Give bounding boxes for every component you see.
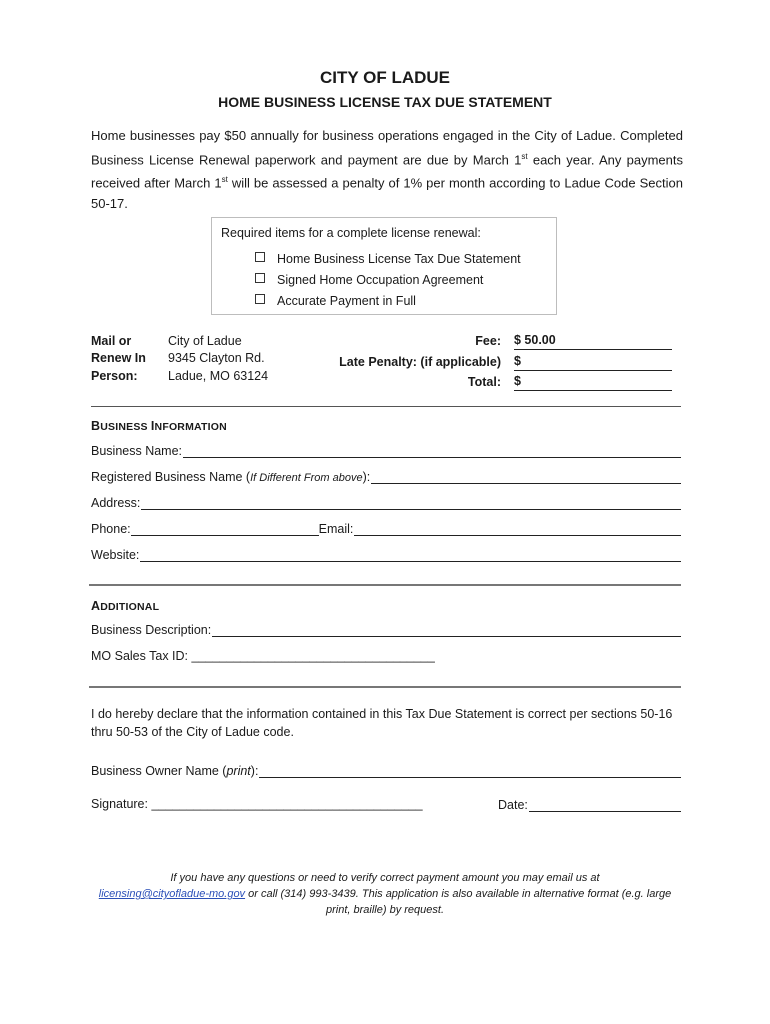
page-title: CITY OF LADUE [319, 68, 451, 87]
sales-tax-id-field[interactable]: MO Sales Tax ID: ___________________________________ [91, 649, 435, 663]
mail-label: Mail or [91, 334, 132, 348]
fee-value: $ 50.00 [514, 333, 672, 350]
total-label: Total: [467, 375, 501, 389]
phone-label: Phone: [91, 522, 131, 536]
fee-label: Fee: [475, 334, 501, 348]
total-field[interactable]: $ [514, 374, 672, 391]
address-line: 9345 Clayton Rd. [168, 351, 265, 365]
intro-paragraph: Home businesses pay $50 annually for business operations engaged in the City of Ladue. Completed Business License Renewal paperwork and payment are due by March 1st each year. Any payments received after March 1st will be assessed a penalty of 1% per month according to Ladue Code Section 50-17. [91, 128, 683, 212]
email-label: Email: [318, 522, 354, 536]
phone-field[interactable] [131, 521, 319, 536]
requirement-item: Signed Home Occupation Agreement [255, 273, 483, 287]
declaration-text: I do hereby declare that the information contained in this Tax Due Statement is correct per sections 50-16 thru 50-53 of the City of Ladue code. [91, 707, 673, 739]
divider [89, 686, 681, 688]
business-description-field[interactable]: Business Description: [91, 622, 681, 637]
website-field[interactable]: Website: [91, 547, 681, 562]
footer-note: If you have any questions or need to verify correct payment amount you may email us at licensing@cityofladue-mo.gov or call (314) 993-3439. This application is also available in alternative format (e.g. large print, braille) by request. [98, 872, 672, 916]
address-field[interactable]: Address: [91, 495, 681, 510]
signature-field[interactable]: Signature: _______________________________________ [91, 797, 423, 811]
checkbox-icon[interactable] [255, 252, 265, 262]
business-info-heading: BUSINESS INFORMATION [91, 419, 227, 433]
checkbox-icon[interactable] [255, 294, 265, 304]
contact-email-link[interactable]: licensing@cityofladue-mo.gov [98, 888, 246, 900]
address-line: Ladue, MO 63124 [168, 369, 269, 383]
owner-name-field[interactable]: Business Owner Name ( print ): [91, 763, 681, 778]
phone-email-row [91, 521, 681, 536]
late-penalty-label: Late Penalty: (if applicable) [339, 355, 501, 369]
address-line: City of Ladue [168, 334, 242, 348]
date-field[interactable]: Date: [498, 797, 681, 812]
divider [89, 584, 681, 586]
email-field[interactable] [354, 521, 681, 536]
requirement-item: Home Business License Tax Due Statement [255, 252, 521, 266]
divider [91, 406, 681, 407]
requirements-title: Required items for a complete license renewal: [221, 226, 481, 240]
requirement-item: Accurate Payment in Full [255, 294, 416, 308]
page-subtitle: HOME BUSINESS LICENSE TAX DUE STATEMENT [218, 94, 552, 110]
late-penalty-field[interactable]: $ [514, 354, 672, 371]
mail-label: Person: [91, 369, 138, 383]
additional-heading: ADDITIONAL [91, 599, 160, 613]
business-name-field[interactable]: Business Name: [91, 443, 681, 458]
checkbox-icon[interactable] [255, 273, 265, 283]
registered-name-field[interactable]: Registered Business Name ( If Different From above ): [91, 469, 681, 484]
mail-label: Renew In [91, 351, 146, 365]
